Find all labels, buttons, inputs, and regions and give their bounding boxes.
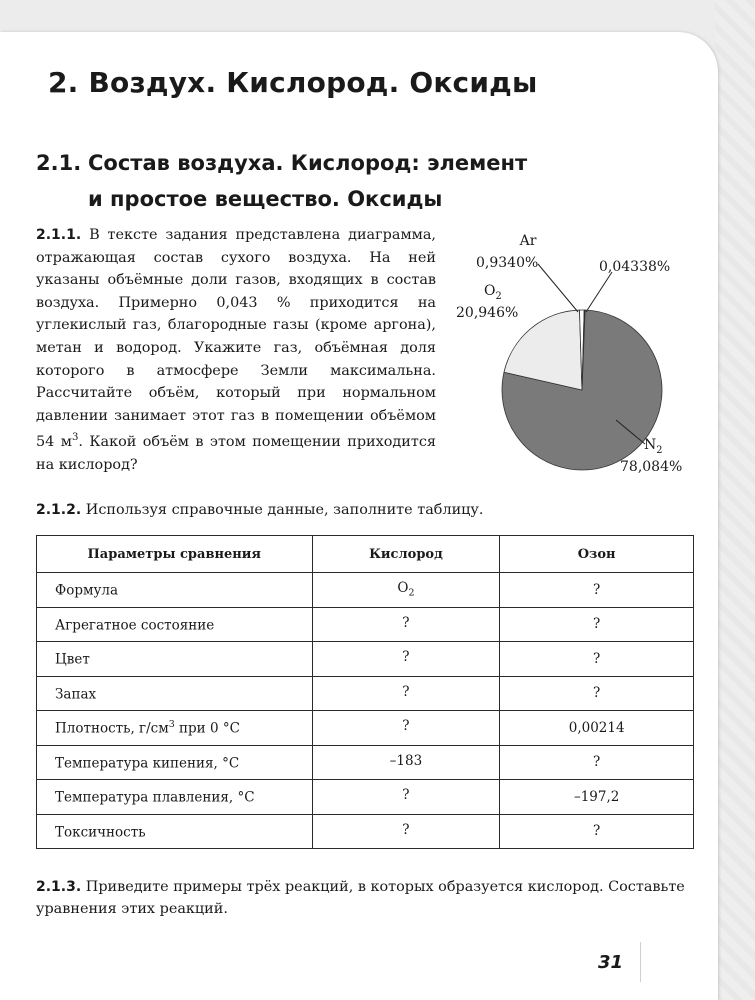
ozone-cell: ? xyxy=(500,814,694,849)
task-number: 2.1.3. xyxy=(36,879,82,895)
ozone-cell: ? xyxy=(500,573,694,608)
task-2-1-1 xyxy=(36,224,436,476)
table-header-row xyxy=(37,536,694,573)
table-row xyxy=(37,814,694,849)
param-cell: Формула xyxy=(37,573,313,608)
label-o2-value: 20,946% xyxy=(456,305,519,321)
leader-other xyxy=(586,272,612,312)
table-row xyxy=(37,607,694,642)
task-text: В тексте задания представлена диаграмма, отражающая состав сухого воздуха. На ней указаны объёмные доли газов, входящих в состав воздуха. Примерно 0,043 % приходится на углекислый газ, благородные газы (кроме аргона), метан и водород. Укажите газ, объёмная доля которого в атмосфере Земли максимальна. Рассчитайте объём, который при нормальном давлении занимает этот газ в помещении объёмом 54 м xyxy=(36,227,436,451)
oxygen-cell: ? xyxy=(312,711,500,746)
oxygen-cell: ? xyxy=(312,642,500,677)
oxygen-cell: $O_2$ xyxy=(312,573,500,608)
ozone-cell: ? xyxy=(500,676,694,711)
table-row xyxy=(37,711,694,746)
param-cell: Токсичность xyxy=(37,814,313,849)
label-ar-name: Ar xyxy=(519,233,537,249)
oxygen-cell: –183 xyxy=(312,745,500,780)
leader-ar xyxy=(538,264,578,312)
section-title-line2: и простое вещество. Оксиды xyxy=(88,187,443,211)
label-other-value: 0,04338% xyxy=(599,259,671,275)
param-cell: Температура плавления, °С xyxy=(37,780,313,815)
param-cell: Плотность, $г/см^3$ при 0 °С xyxy=(37,711,313,746)
ozone-cell: ? xyxy=(500,745,694,780)
table-row xyxy=(37,780,694,815)
section-title-line1: Состав воздуха. Кислород: элемент xyxy=(88,151,528,175)
label-n2-value: 78,084% xyxy=(620,459,683,475)
param-cell: Цвет xyxy=(37,642,313,677)
page-number: 31 xyxy=(598,952,624,973)
table-row xyxy=(37,642,694,677)
superscript: 3 xyxy=(71,432,79,444)
label-n2: $N_2$ xyxy=(644,437,663,456)
chapter-title: 2. Воздух. Кислород. Оксиды xyxy=(48,66,538,99)
task-number: 2.1.1. xyxy=(36,227,82,243)
comparison-table xyxy=(36,535,694,849)
table-row xyxy=(37,676,694,711)
table-row xyxy=(37,745,694,780)
header-params: Параметры сравнения xyxy=(37,536,313,573)
ozone-cell: ? xyxy=(500,607,694,642)
label-ar xyxy=(508,232,548,250)
footer-divider xyxy=(640,942,641,982)
param-cell: Температура кипения, °С xyxy=(37,745,313,780)
task-text: Приведите примеры трёх реакций, в которых образуется кислород. Составьте уравнения этих реакций. xyxy=(36,879,685,917)
task-text-end: . Какой объём в этом помещении приходится на кислород? xyxy=(36,434,436,473)
background-pattern xyxy=(715,0,755,1000)
ozone-cell: 0,00214 xyxy=(500,711,694,746)
task-number: 2.1.2. xyxy=(36,502,82,518)
label-ar-value: 0,9340% xyxy=(476,255,539,271)
section-title xyxy=(36,145,636,217)
param-cell: Запах xyxy=(37,676,313,711)
air-composition-pie-chart xyxy=(440,220,710,480)
section-number: 2.1. xyxy=(36,151,82,175)
oxygen-cell: ? xyxy=(312,676,500,711)
table-body xyxy=(37,573,694,849)
ozone-cell: ? xyxy=(500,642,694,677)
oxygen-cell: ? xyxy=(312,780,500,815)
table-row xyxy=(37,573,694,608)
task-2-1-2 xyxy=(36,500,686,520)
header-oxygen: Кислород xyxy=(312,536,500,573)
label-o2: $O_2$ xyxy=(484,283,502,302)
task-2-1-3 xyxy=(36,876,696,920)
task-text: Используя справочные данные, заполните таблицу. xyxy=(85,502,484,518)
ozone-cell: –197,2 xyxy=(500,780,694,815)
header-ozone: Озон xyxy=(500,536,694,573)
oxygen-cell: ? xyxy=(312,607,500,642)
oxygen-cell: ? xyxy=(312,814,500,849)
param-cell: Агрегатное состояние xyxy=(37,607,313,642)
